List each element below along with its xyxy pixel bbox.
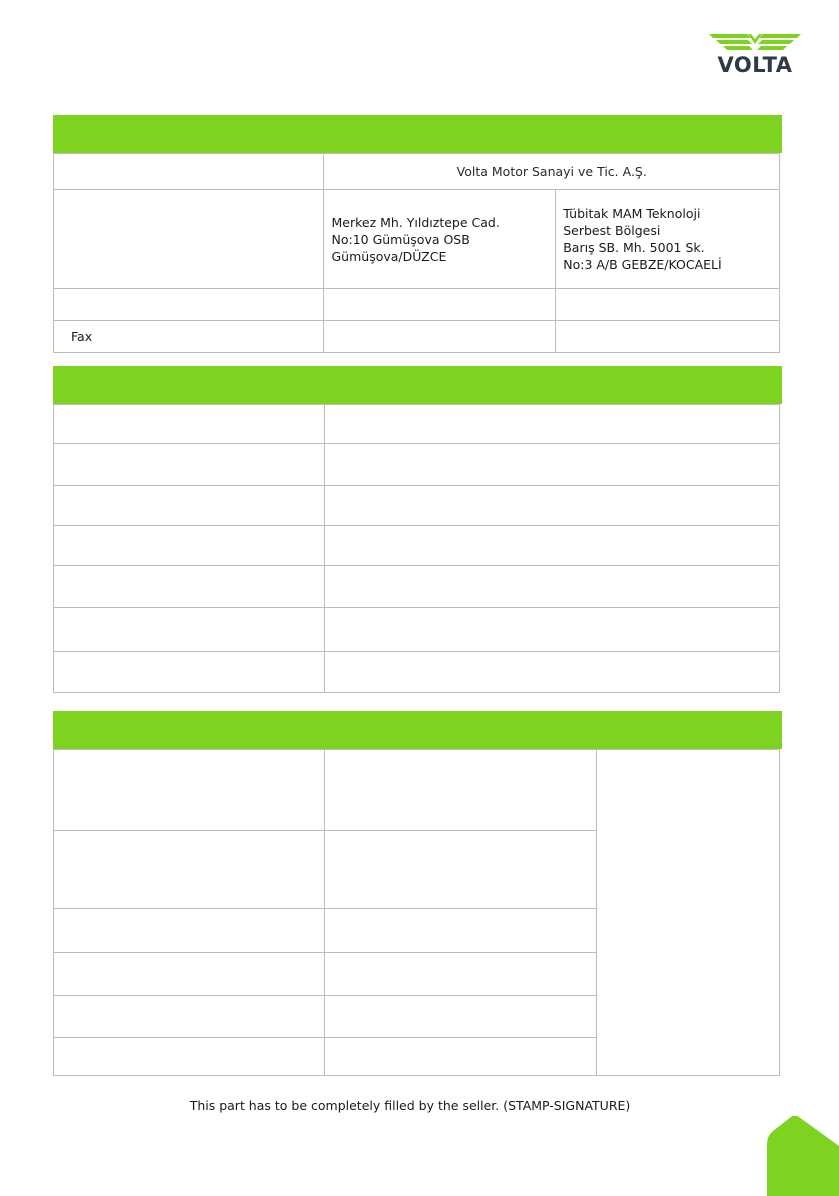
label-cell	[54, 289, 324, 321]
value-field[interactable]	[324, 909, 597, 953]
address-2-line: No:3 A/B GEBZE/KOCAELİ	[563, 257, 722, 272]
label-cell	[54, 1038, 325, 1076]
address-2-line: Serbest Bölgesi	[563, 223, 661, 238]
value-field[interactable]	[324, 608, 779, 652]
value-field[interactable]	[324, 953, 597, 996]
phone-field[interactable]	[556, 289, 780, 321]
page-corner-tab	[767, 1116, 839, 1196]
address-1-line: Merkez Mh. Yıldıztepe Cad.	[331, 214, 500, 230]
fax-field[interactable]	[556, 321, 780, 353]
label-cell	[54, 652, 325, 693]
value-field[interactable]	[324, 652, 779, 693]
value-field[interactable]	[324, 526, 779, 566]
stamp-signature-box[interactable]	[597, 750, 780, 1076]
label-cell	[54, 486, 325, 526]
address-2-line: Barış SB. Mh. 5001 Sk.	[563, 240, 705, 255]
label-cell	[54, 190, 324, 289]
address-2	[556, 190, 780, 289]
value-field[interactable]	[324, 444, 779, 486]
address-1-line: No:10 Gümüşova OSB	[331, 231, 470, 247]
fax-label: Fax	[54, 321, 324, 353]
label-cell	[54, 750, 325, 831]
label-cell	[54, 996, 325, 1038]
label-cell	[54, 953, 325, 996]
label-cell	[54, 526, 325, 566]
label-cell	[54, 444, 325, 486]
phone-field[interactable]	[324, 289, 556, 321]
label-cell	[54, 608, 325, 652]
company-name: Volta Motor Sanayi ve Tic. A.Ş.	[324, 154, 780, 190]
label-cell	[54, 566, 325, 608]
section-header-1	[53, 115, 782, 153]
label-cell	[54, 831, 325, 909]
value-field[interactable]	[324, 831, 597, 909]
signature-table	[53, 749, 780, 1076]
value-field[interactable]	[324, 750, 597, 831]
value-field[interactable]	[324, 566, 779, 608]
label-cell	[54, 154, 324, 190]
value-field[interactable]	[324, 1038, 597, 1076]
section-header-3	[53, 711, 782, 749]
logo-wordmark: VOLTA	[717, 53, 793, 75]
section-header-2	[53, 366, 782, 404]
fax-field[interactable]	[324, 321, 556, 353]
address-1-line: Gümüşova/DÜZCE	[331, 248, 447, 264]
value-field[interactable]	[324, 405, 779, 444]
volta-logo	[707, 31, 803, 75]
address-2-line: Tübitak MAM Teknoloji	[563, 206, 701, 221]
footer-note: This part has to be completely filled by the seller. (STAMP-SIGNATURE)	[189, 1098, 631, 1113]
label-cell	[54, 405, 325, 444]
value-field[interactable]	[324, 996, 597, 1038]
value-field[interactable]	[324, 486, 779, 526]
label-cell	[54, 909, 325, 953]
address-1	[324, 190, 556, 289]
company-info-table	[53, 153, 780, 353]
seller-info-table	[53, 404, 780, 693]
